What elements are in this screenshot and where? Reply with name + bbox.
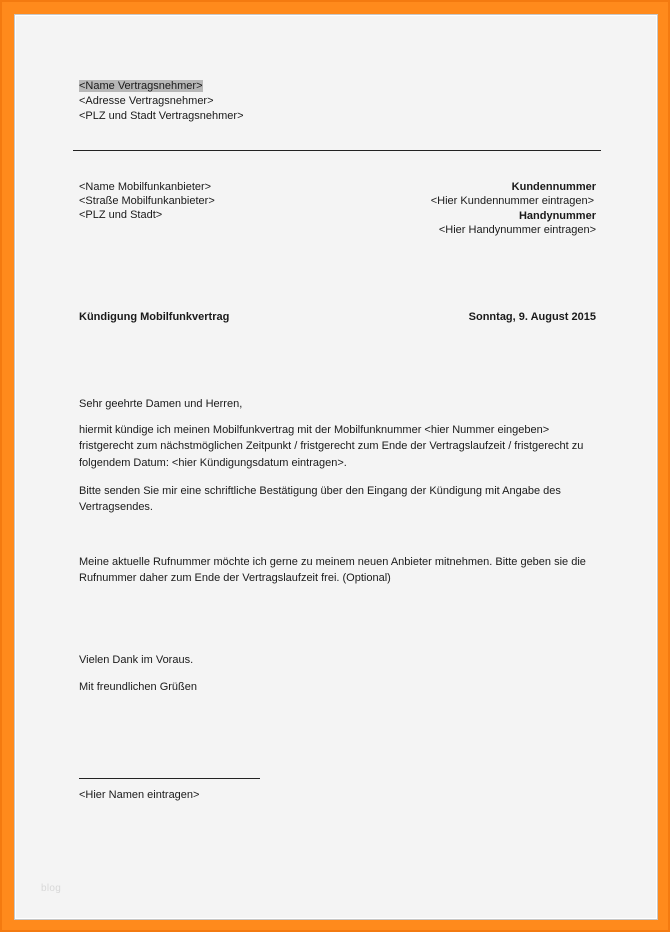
customer-number-value: <Hier Kundennummer eintragen>	[430, 195, 594, 207]
salutation: Sehr geehrte Damen und Herren,	[79, 398, 243, 410]
sender-address: <Adresse Vertragsnehmer>	[79, 95, 214, 107]
phone-label: Handynummer	[518, 210, 596, 222]
paragraph-3-line-1: Meine aktuelle Rufnummer möchte ich gerne zu meinem neuen Anbieter mitnehmen. Bitte geben sie die	[79, 556, 586, 568]
recipient-name: <Name Mobilfunkanbieter>	[79, 181, 212, 193]
letter-date: Sonntag, 9. August 2015	[468, 311, 596, 323]
sender-city: <PLZ und Stadt Vertragsnehmer>	[79, 110, 244, 122]
thanks-line: Vielen Dank im Voraus.	[79, 654, 194, 666]
letter-page	[14, 14, 658, 920]
subject-line: Kündigung Mobilfunkvertrag	[79, 311, 230, 323]
paragraph-2-line-2: Vertragsendes.	[79, 501, 153, 513]
sender-name: <Name Vertragsnehmer>	[79, 80, 203, 92]
recipient-city: <PLZ und Stadt>	[79, 209, 163, 221]
signature-line	[79, 778, 260, 779]
paragraph-1-line-2: fristgerecht zum nächstmöglichen Zeitpunkt / fristgerecht zum Ende der Vertragslaufzeit / fristgerecht zu	[79, 440, 584, 452]
recipient-street: <Straße Mobilfunkanbieter>	[79, 195, 215, 207]
paragraph-3-line-2: Rufnummer daher zum Ende der Vertragslaufzeit frei. (Optional)	[79, 572, 391, 584]
closing-line: Mit freundlichen Grüßen	[79, 681, 197, 693]
header-divider	[73, 150, 601, 151]
phone-value: <Hier Handynummer eintragen>	[438, 224, 596, 236]
paragraph-1-line-1: hiermit kündige ich meinen Mobilfunkvertrag mit der Mobilfunknummer <hier Nummer eingeben>	[79, 424, 550, 436]
paragraph-1-line-3: folgendem Datum: <hier Kündigungsdatum eintragen>.	[79, 457, 347, 469]
signature-name: <Hier Namen eintragen>	[79, 789, 200, 801]
paragraph-2-line-1: Bitte senden Sie mir eine schriftliche Bestätigung über den Eingang der Kündigung mit Angabe des	[79, 485, 561, 497]
watermark-text: blog	[41, 883, 62, 894]
customer-number-label: Kundennummer	[511, 181, 596, 193]
